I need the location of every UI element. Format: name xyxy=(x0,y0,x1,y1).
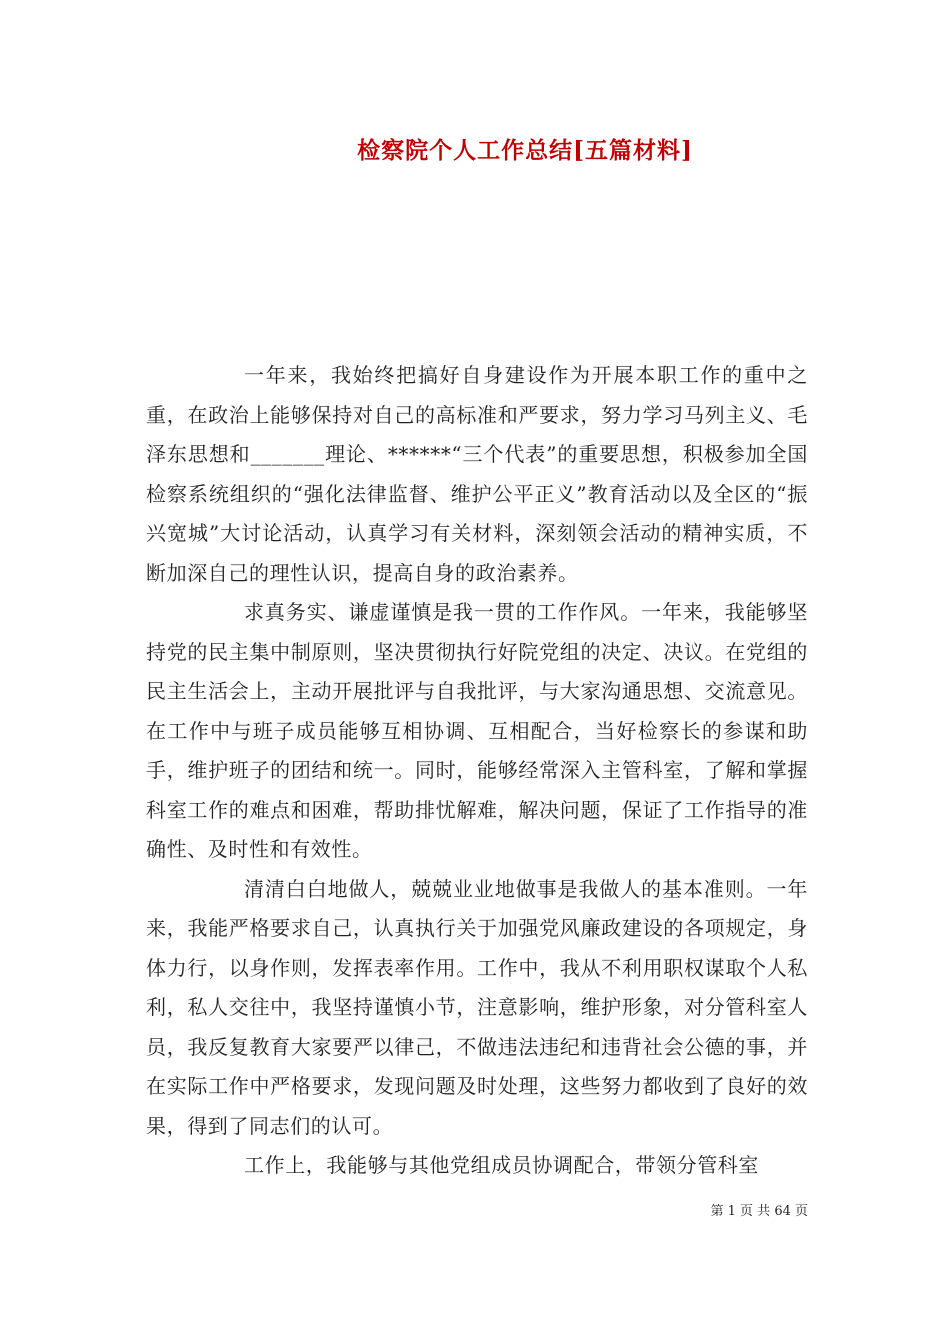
paragraph-1: 一年来，我始终把搞好自身建设作为开展本职工作的重中之重，在政治上能够保持对自己的高标准和严要求，努力学习马列主义、毛泽东思想和_______理论、******“三个代表”的重要思想，积极参加全国检察系统组织的“强化法律监督、维护公平正义”教育活动以及全区的“振兴宽城”大讨论活动，认真学习有关材料，深刻领会活动的精神实质，不断加深自己的理性认识，提高自身的政治素养。 xyxy=(146,363,808,585)
paragraph-2: 求真务实、谦虚谨慎是我一贯的工作作风。一年来，我能够坚持党的民主集中制原则，坚决贯彻执行好院党组的决定、决议。在党组的民主生活会上，主动开展批评与自我批评，与大家沟通思想、交流意见。在工作中与班子成员能够互相协调、互相配合，当好检察长的参谋和助手，维护班子的团结和统一。同时，能够经常深入主管科室，了解和掌握科室工作的难点和困难，帮助排忧解难，解决问题，保证了工作指导的准确性、及时性和有效性。 xyxy=(146,600,808,861)
paragraph-3: 清清白白地做人，兢兢业业地做事是我做人的基本准则。一年来，我能严格要求自己，认真执行关于加强党风廉政建设的各项规定，身体力行，以身作则，发挥表率作用。工作中，我从不利用职权谋取个人私利，私人交往中，我坚持谨慎小节，注意影响，维护形象，对分管科室人员，我反复教育大家要严以律己，不做违法违纪和违背社会公德的事，并在实际工作中严格要求，发现问题及时处理，这些努力都收到了良好的效果，得到了同志们的认可。 xyxy=(146,876,808,1138)
paragraph-4: 工作上，我能够与其他党组成员协调配合，带领分管科室 xyxy=(244,1153,759,1177)
page-number-footer: 第 1 页 共 64 页 xyxy=(710,1204,808,1219)
document-body xyxy=(146,356,808,1186)
document-title: 检察院个人工作总结[五篇材料] xyxy=(357,137,693,164)
